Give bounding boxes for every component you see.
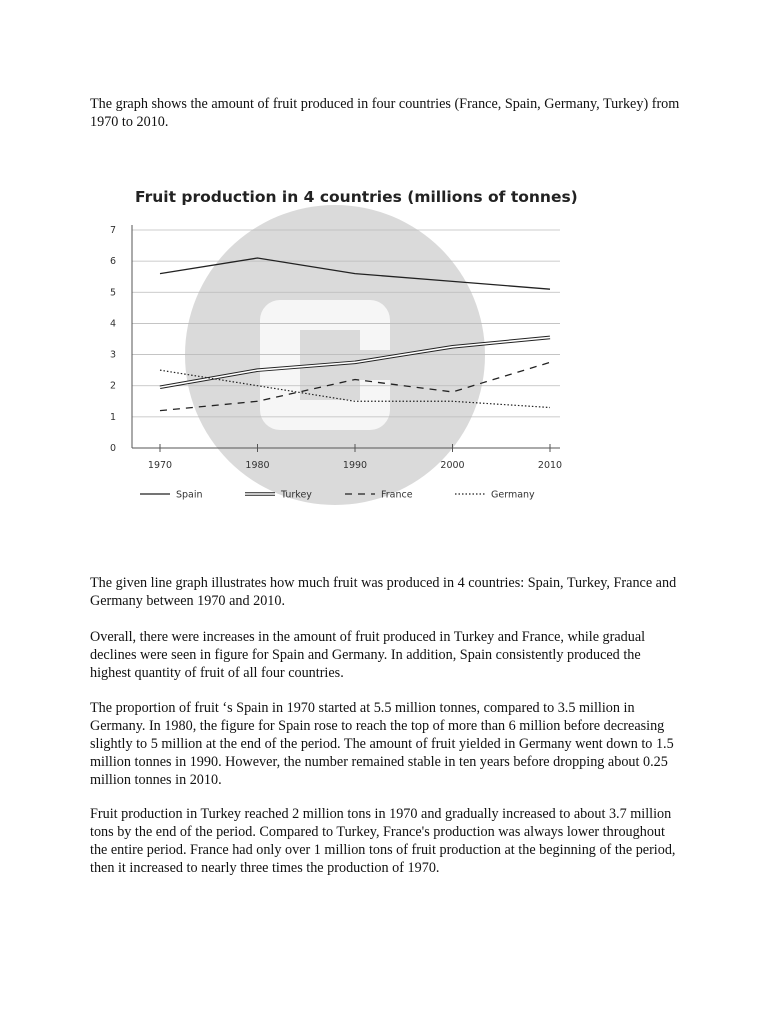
- paragraph-4: Fruit production in Turkey reached 2 million tons in 1970 and gradually increased to about 3.7 million tons by the end of the period. Compared to Turkey, France's production was always lower throughout the entire period. France had only over 1 million tons of fruit production at the beginning of the period, then it increased to nearly three times the production of 1970.: [90, 806, 676, 876]
- legend-label-turkey: Turkey: [281, 489, 312, 501]
- x-tick-label: 1990: [342, 460, 368, 471]
- x-tick-label: 2010: [537, 460, 563, 471]
- y-tick-label: 5: [110, 287, 117, 299]
- intro-text: The graph shows the amount of fruit produced in four countries (France, Spain, Germany, Turkey) from 1970 to 2010.: [90, 96, 680, 130]
- x-tick-label: 1970: [147, 460, 173, 471]
- paragraph-1: The given line graph illustrates how much fruit was produced in 4 countries: Spain, Turkey, France and Germany between 1970 and 2010.: [90, 575, 677, 609]
- paragraph-3: The proportion of fruit ‘s Spain in 1970 started at 5.5 million tonnes, compared to 3.5 million in Germany. In 1980, the figure for Spain rose to reach the top of more than 6 million before decreasing slightly to 5 million at the end of the period. The amount of fruit yielded in Germany went down to 1.5 million tonnes in 1990. However, the number remained stable in ten years before dropping about 0.25 million tonnes in 2010.: [90, 700, 674, 788]
- x-tick-label: 1980: [245, 460, 270, 471]
- legend-label-germany: Germany: [491, 489, 535, 501]
- legend-item-spain: [140, 490, 203, 501]
- y-tick-label: 4: [110, 318, 117, 330]
- legend-label-france: France: [381, 489, 413, 501]
- x-tick-label: 2000: [440, 460, 465, 471]
- y-tick-label: 3: [110, 349, 117, 361]
- y-tick-label: 2: [110, 380, 117, 392]
- chart-title: Fruit production in 4 countries (millions of tonnes): [135, 188, 578, 206]
- line-chart: [90, 170, 590, 530]
- legend-item-germany: [455, 490, 535, 501]
- y-tick-label: 6: [110, 256, 117, 268]
- y-tick-labels: [110, 225, 116, 454]
- y-tick-label: 7: [110, 225, 117, 236]
- y-tick-label: 1: [110, 411, 117, 423]
- line-chart-svg: [90, 170, 590, 530]
- paragraph-2: Overall, there were increases in the amount of fruit produced in Turkey and France, while gradual declines were seen in figure for Spain and Germany. In addition, Spain consistently produced the highest quantity of fruit of all four countries.: [90, 629, 646, 681]
- legend-label-spain: Spain: [176, 489, 203, 501]
- y-tick-label: 0: [110, 443, 117, 454]
